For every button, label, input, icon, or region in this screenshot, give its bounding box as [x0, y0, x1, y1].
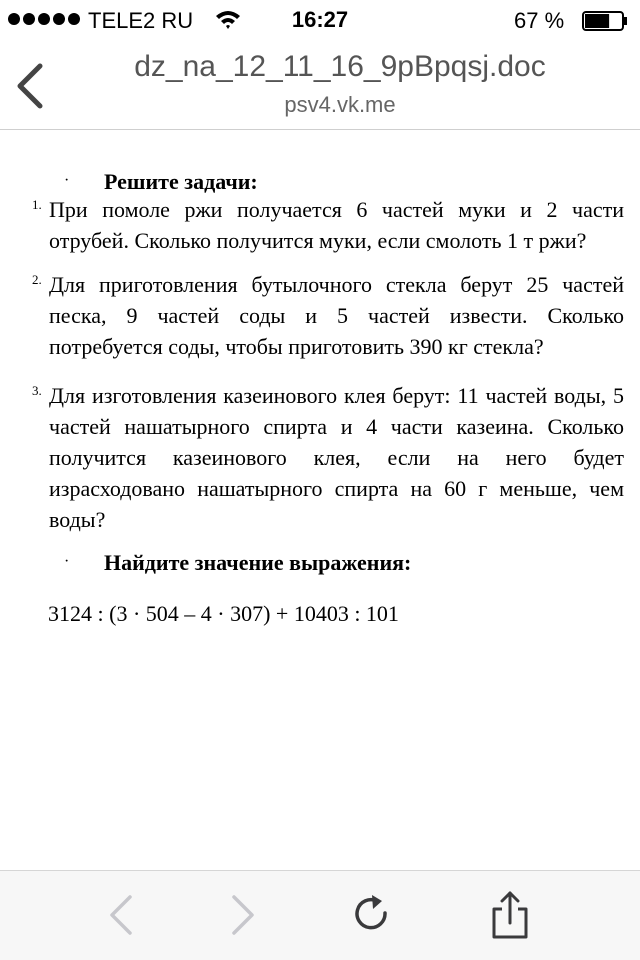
task-1-text: При помоле ржи получается 6 частей муки и 2 части отрубей. Сколько получится муки, если смолоть 1 т ржи?: [49, 197, 624, 253]
task-2-text: Для приготовления бутылочного стекла берут 25 частей песка, 9 частей соды и 5 частей извести. Сколько потребуется соды, чтобы приготовить 390 кг стекла?: [49, 272, 624, 359]
battery-percent: 67 %: [514, 8, 565, 33]
task-number: 2.: [32, 272, 42, 287]
reload-icon[interactable]: [346, 889, 398, 941]
task-number: 1.: [32, 197, 42, 212]
status-bar: [0, 0, 640, 40]
bullet: ·: [64, 553, 70, 570]
battery-icon: [582, 11, 628, 31]
navigation-bar: [0, 40, 640, 130]
section-heading-tasks: Решите задачи:: [104, 169, 258, 194]
bullet: ·: [64, 172, 70, 189]
chevron-left-icon[interactable]: [96, 889, 148, 941]
bottom-toolbar: [0, 870, 640, 960]
status-time: 16:27: [291, 7, 349, 32]
math-expression: 3124 : (3 · 504 – 4 · 307) + 10403 : 101: [48, 601, 399, 626]
document-host: psv4.vk.me: [284, 92, 396, 117]
section-heading-expression: Найдите значение выражения:: [104, 550, 412, 575]
document-content: [0, 131, 640, 871]
document-title: dz_na_12_11_16_9pBpqsj.doc: [134, 50, 546, 83]
share-icon[interactable]: [484, 889, 536, 941]
task-number: 3.: [32, 383, 42, 398]
chevron-right-icon[interactable]: [216, 889, 268, 941]
carrier-name: TELE2 RU: [88, 8, 194, 33]
battery-fill: [585, 14, 609, 28]
task-3-text: Для изготовления казеинового клея берут: 11 частей воды, 5 частей нашатырного спирта и 4 части казеина. Сколько получится казеинового клея, если на него будет израсходовано нашатырного спирта на 60 г меньше, чем воды?: [49, 383, 624, 532]
back-chevron-icon[interactable]: [12, 62, 46, 110]
